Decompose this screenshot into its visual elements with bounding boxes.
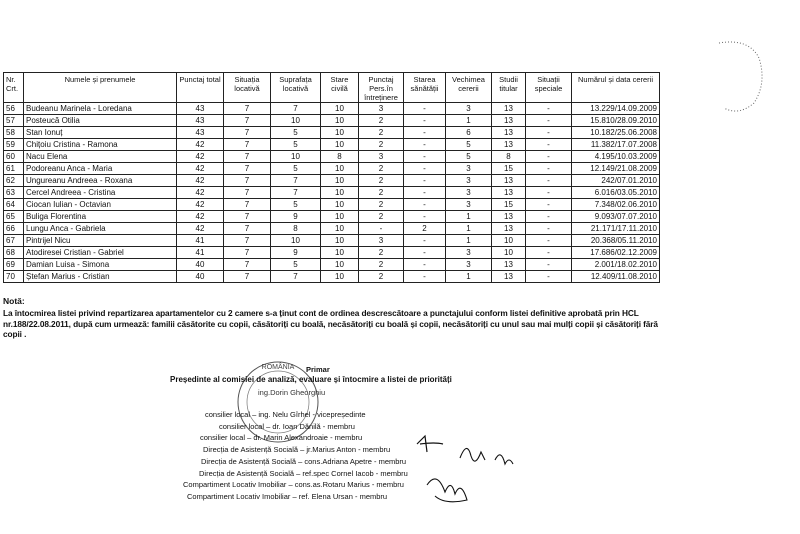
cell-housing-area: 10 bbox=[271, 151, 321, 163]
cell-health: 2 bbox=[404, 223, 446, 235]
cell-health: - bbox=[404, 151, 446, 163]
cell-nr: 68 bbox=[4, 247, 24, 259]
member-8: Compartiment Locativ Imobiliar – ref. Elena Ursan - membru bbox=[187, 492, 388, 501]
cell-total-score: 41 bbox=[177, 247, 224, 259]
cell-nr: 65 bbox=[4, 211, 24, 223]
cell-request-age: 1 bbox=[446, 223, 492, 235]
cell-housing-area: 8 bbox=[271, 223, 321, 235]
cell-health: - bbox=[404, 115, 446, 127]
cell-health: - bbox=[404, 139, 446, 151]
cell-health: - bbox=[404, 271, 446, 283]
cell-name: Ciocan Iulian - Octavian bbox=[24, 199, 177, 211]
cell-studies: 13 bbox=[492, 175, 526, 187]
cell-special: - bbox=[526, 259, 572, 271]
cell-housing-area: 5 bbox=[271, 127, 321, 139]
cell-civil-status: 10 bbox=[321, 127, 359, 139]
cell-total-score: 43 bbox=[177, 127, 224, 139]
member-4: Direcția de Asistență Socială – jr.Marius Anton - membru bbox=[203, 445, 391, 454]
note-title: Notă: bbox=[3, 296, 25, 306]
cell-request-number-date: 7.348/02.06.2010 bbox=[572, 199, 660, 211]
cell-request-number-date: 15.810/28.09.2010 bbox=[572, 115, 660, 127]
cell-special: - bbox=[526, 271, 572, 283]
cell-housing-area: 5 bbox=[271, 259, 321, 271]
cell-dependents-score: 2 bbox=[359, 115, 404, 127]
table-row bbox=[4, 139, 660, 151]
cell-request-number-date: 13.229/14.09.2009 bbox=[572, 103, 660, 115]
cell-dependents-score: 2 bbox=[359, 139, 404, 151]
cell-dependents-score: 2 bbox=[359, 127, 404, 139]
cell-dependents-score: 2 bbox=[359, 187, 404, 199]
cell-request-age: 3 bbox=[446, 259, 492, 271]
cell-name: Cercel Andreea - Cristina bbox=[24, 187, 177, 199]
cell-total-score: 40 bbox=[177, 271, 224, 283]
cell-request-age: 3 bbox=[446, 163, 492, 175]
cell-civil-status: 10 bbox=[321, 163, 359, 175]
cell-health: - bbox=[404, 103, 446, 115]
cell-health: - bbox=[404, 175, 446, 187]
cell-name: Stan Ionuț bbox=[24, 127, 177, 139]
table-row bbox=[4, 223, 660, 235]
cell-special: - bbox=[526, 211, 572, 223]
table-row bbox=[4, 247, 660, 259]
cell-civil-status: 10 bbox=[321, 139, 359, 151]
cell-housing-situation: 7 bbox=[224, 187, 271, 199]
cell-nr: 57 bbox=[4, 115, 24, 127]
cell-civil-status: 10 bbox=[321, 223, 359, 235]
table-header-row bbox=[4, 73, 660, 103]
cell-name: Lungu Anca - Gabriela bbox=[24, 223, 177, 235]
cell-request-age: 3 bbox=[446, 187, 492, 199]
col-header-request-number-date: Numărul și data cererii bbox=[572, 73, 660, 103]
cell-request-age: 3 bbox=[446, 103, 492, 115]
table-row bbox=[4, 103, 660, 115]
cell-dependents-score: 2 bbox=[359, 247, 404, 259]
cell-civil-status: 10 bbox=[321, 247, 359, 259]
table-row bbox=[4, 259, 660, 271]
cell-special: - bbox=[526, 199, 572, 211]
cell-nr: 67 bbox=[4, 235, 24, 247]
cell-dependents-score: 2 bbox=[359, 211, 404, 223]
cell-total-score: 43 bbox=[177, 115, 224, 127]
cell-civil-status: 10 bbox=[321, 259, 359, 271]
cell-total-score: 42 bbox=[177, 163, 224, 175]
cell-nr: 59 bbox=[4, 139, 24, 151]
cell-housing-area: 5 bbox=[271, 199, 321, 211]
cell-name: Buliga Florentina bbox=[24, 211, 177, 223]
cell-name: Damian Luisa - Simona bbox=[24, 259, 177, 271]
table-row bbox=[4, 211, 660, 223]
cell-request-number-date: 21.171/17.11.2010 bbox=[572, 223, 660, 235]
table-row bbox=[4, 151, 660, 163]
cell-civil-status: 10 bbox=[321, 271, 359, 283]
cell-name: Budeanu Marinela - Loredana bbox=[24, 103, 177, 115]
cell-dependents-score: 2 bbox=[359, 199, 404, 211]
cell-nr: 62 bbox=[4, 175, 24, 187]
cell-health: - bbox=[404, 247, 446, 259]
primar-label: Primar bbox=[306, 365, 330, 374]
cell-studies: 13 bbox=[492, 211, 526, 223]
cell-special: - bbox=[526, 115, 572, 127]
priority-list-table bbox=[3, 72, 660, 283]
cell-housing-area: 7 bbox=[271, 271, 321, 283]
cell-health: - bbox=[404, 259, 446, 271]
cell-civil-status: 10 bbox=[321, 235, 359, 247]
cell-request-number-date: 2.001/18.02.2010 bbox=[572, 259, 660, 271]
cell-dependents-score: 2 bbox=[359, 259, 404, 271]
cell-dependents-score: - bbox=[359, 223, 404, 235]
cell-request-number-date: 10.182/25.06.2008 bbox=[572, 127, 660, 139]
cell-special: - bbox=[526, 247, 572, 259]
col-header-total-score: Punctaj total bbox=[177, 73, 224, 103]
cell-special: - bbox=[526, 163, 572, 175]
cell-housing-area: 5 bbox=[271, 139, 321, 151]
signature-group bbox=[415, 430, 565, 510]
cell-housing-situation: 7 bbox=[224, 115, 271, 127]
stamp-text: ROMÂNIA bbox=[261, 364, 295, 371]
cell-total-score: 43 bbox=[177, 103, 224, 115]
cell-health: - bbox=[404, 163, 446, 175]
cell-housing-situation: 7 bbox=[224, 223, 271, 235]
col-header-request-age: Vechimea cererii bbox=[446, 73, 492, 103]
cell-housing-situation: 7 bbox=[224, 199, 271, 211]
cell-housing-situation: 7 bbox=[224, 211, 271, 223]
cell-name: Chițoiu Cristina - Ramona bbox=[24, 139, 177, 151]
cell-name: Pintrijel Nicu bbox=[24, 235, 177, 247]
committee-title: Președinte al comisiei de analiză, evaluare și întocmire a listei de priorități bbox=[170, 375, 452, 384]
cell-request-number-date: 11.382/17.07.2008 bbox=[572, 139, 660, 151]
cell-nr: 69 bbox=[4, 259, 24, 271]
cell-request-age: 3 bbox=[446, 247, 492, 259]
cell-total-score: 42 bbox=[177, 223, 224, 235]
cell-request-age: 1 bbox=[446, 211, 492, 223]
cell-studies: 13 bbox=[492, 271, 526, 283]
cell-housing-area: 10 bbox=[271, 235, 321, 247]
cell-special: - bbox=[526, 139, 572, 151]
cell-special: - bbox=[526, 103, 572, 115]
cell-name: Posteucă Otilia bbox=[24, 115, 177, 127]
cell-special: - bbox=[526, 175, 572, 187]
cell-health: - bbox=[404, 199, 446, 211]
cell-housing-area: 7 bbox=[271, 175, 321, 187]
cell-request-number-date: 20.368/05.11.2010 bbox=[572, 235, 660, 247]
cell-housing-area: 9 bbox=[271, 247, 321, 259]
cell-housing-area: 7 bbox=[271, 103, 321, 115]
cell-housing-situation: 7 bbox=[224, 175, 271, 187]
cell-request-age: 3 bbox=[446, 199, 492, 211]
cell-housing-area: 10 bbox=[271, 115, 321, 127]
cell-nr: 58 bbox=[4, 127, 24, 139]
col-header-studies: Studii titular bbox=[492, 73, 526, 103]
committee-president: ing.Dorin Gheorghiu bbox=[258, 388, 326, 397]
cell-request-age: 3 bbox=[446, 175, 492, 187]
cell-dependents-score: 2 bbox=[359, 163, 404, 175]
cell-studies: 13 bbox=[492, 139, 526, 151]
table-row bbox=[4, 199, 660, 211]
cell-request-number-date: 12.149/21.08.2009 bbox=[572, 163, 660, 175]
cell-studies: 13 bbox=[492, 103, 526, 115]
table-row bbox=[4, 163, 660, 175]
cell-name: Atodiresei Cristian - Gabriel bbox=[24, 247, 177, 259]
cell-studies: 13 bbox=[492, 127, 526, 139]
cell-nr: 60 bbox=[4, 151, 24, 163]
cell-studies: 13 bbox=[492, 259, 526, 271]
cell-total-score: 42 bbox=[177, 151, 224, 163]
cell-total-score: 42 bbox=[177, 199, 224, 211]
cell-special: - bbox=[526, 151, 572, 163]
cell-dependents-score: 3 bbox=[359, 103, 404, 115]
cell-studies: 13 bbox=[492, 187, 526, 199]
cell-health: - bbox=[404, 211, 446, 223]
member-1: consilier local – ing. Nelu Gîrhel - vicepreședinte bbox=[205, 410, 366, 419]
cell-studies: 15 bbox=[492, 163, 526, 175]
cell-civil-status: 8 bbox=[321, 151, 359, 163]
cell-studies: 13 bbox=[492, 115, 526, 127]
cell-housing-situation: 7 bbox=[224, 103, 271, 115]
cell-total-score: 42 bbox=[177, 187, 224, 199]
cell-studies: 10 bbox=[492, 247, 526, 259]
col-header-health: Starea sănătății bbox=[404, 73, 446, 103]
member-2: consilier local – dr. Ioan Dănilă - membru bbox=[219, 422, 355, 431]
cell-civil-status: 10 bbox=[321, 199, 359, 211]
col-header-housing-area: Suprafața locativă bbox=[271, 73, 321, 103]
cell-nr: 70 bbox=[4, 271, 24, 283]
cell-civil-status: 10 bbox=[321, 187, 359, 199]
cell-request-age: 1 bbox=[446, 235, 492, 247]
cell-housing-situation: 7 bbox=[224, 139, 271, 151]
cell-dependents-score: 3 bbox=[359, 235, 404, 247]
cell-total-score: 41 bbox=[177, 235, 224, 247]
member-3: consilier local – dr. Marin Alexandroaie - membru bbox=[200, 433, 363, 442]
cell-housing-situation: 7 bbox=[224, 151, 271, 163]
cell-civil-status: 10 bbox=[321, 103, 359, 115]
cell-housing-area: 7 bbox=[271, 187, 321, 199]
cell-total-score: 42 bbox=[177, 175, 224, 187]
cell-housing-situation: 7 bbox=[224, 247, 271, 259]
cell-request-age: 1 bbox=[446, 271, 492, 283]
cell-request-number-date: 12.409/11.08.2010 bbox=[572, 271, 660, 283]
table-row bbox=[4, 271, 660, 283]
cell-nr: 61 bbox=[4, 163, 24, 175]
member-5: Direcția de Asistență Socială – cons.Adriana Apetre - membru bbox=[201, 457, 407, 466]
cell-health: - bbox=[404, 235, 446, 247]
cell-housing-situation: 7 bbox=[224, 259, 271, 271]
cell-studies: 8 bbox=[492, 151, 526, 163]
col-header-nr: Nr. Crt. bbox=[4, 73, 24, 103]
cell-studies: 13 bbox=[492, 223, 526, 235]
cell-request-age: 6 bbox=[446, 127, 492, 139]
cell-dependents-score: 2 bbox=[359, 271, 404, 283]
cell-dependents-score: 3 bbox=[359, 151, 404, 163]
corner-stamp-mark bbox=[709, 38, 769, 118]
cell-studies: 10 bbox=[492, 235, 526, 247]
cell-request-age: 5 bbox=[446, 151, 492, 163]
cell-name: Ungureanu Andreea - Roxana bbox=[24, 175, 177, 187]
cell-request-number-date: 17.686/02.12.2009 bbox=[572, 247, 660, 259]
cell-special: - bbox=[526, 187, 572, 199]
cell-studies: 15 bbox=[492, 199, 526, 211]
col-header-housing-situation: Situația locativă bbox=[224, 73, 271, 103]
cell-housing-area: 5 bbox=[271, 163, 321, 175]
cell-total-score: 42 bbox=[177, 139, 224, 151]
cell-civil-status: 10 bbox=[321, 175, 359, 187]
table-row bbox=[4, 115, 660, 127]
cell-health: - bbox=[404, 187, 446, 199]
cell-special: - bbox=[526, 223, 572, 235]
cell-special: - bbox=[526, 127, 572, 139]
cell-total-score: 40 bbox=[177, 259, 224, 271]
cell-request-number-date: 242/07.01.2010 bbox=[572, 175, 660, 187]
cell-nr: 64 bbox=[4, 199, 24, 211]
col-header-dependents-score: Punctaj Pers.în întreținere bbox=[359, 73, 404, 103]
col-header-special: Situații speciale bbox=[526, 73, 572, 103]
cell-name: Ștefan Marius - Cristian bbox=[24, 271, 177, 283]
table-row bbox=[4, 127, 660, 139]
cell-total-score: 42 bbox=[177, 211, 224, 223]
table-row bbox=[4, 175, 660, 187]
table-row bbox=[4, 187, 660, 199]
cell-civil-status: 10 bbox=[321, 211, 359, 223]
cell-dependents-score: 2 bbox=[359, 175, 404, 187]
table-row bbox=[4, 235, 660, 247]
cell-health: - bbox=[404, 127, 446, 139]
cell-request-number-date: 4.195/10.03.2009 bbox=[572, 151, 660, 163]
col-header-civil-status: Stare civilă bbox=[321, 73, 359, 103]
cell-request-number-date: 6.016/03.05.2010 bbox=[572, 187, 660, 199]
cell-name: Nacu Elena bbox=[24, 151, 177, 163]
cell-housing-situation: 7 bbox=[224, 127, 271, 139]
cell-name: Podoreanu Anca - Maria bbox=[24, 163, 177, 175]
cell-nr: 66 bbox=[4, 223, 24, 235]
member-7: Compartiment Locativ Imobiliar – cons.as.Rotaru Marius - membru bbox=[183, 480, 404, 489]
cell-request-number-date: 9.093/07.07.2010 bbox=[572, 211, 660, 223]
cell-nr: 63 bbox=[4, 187, 24, 199]
cell-request-age: 5 bbox=[446, 139, 492, 151]
member-6: Direcția de Asistență Socială – ref.spec Cornel Iacob - membru bbox=[199, 469, 408, 478]
cell-civil-status: 10 bbox=[321, 115, 359, 127]
cell-housing-situation: 7 bbox=[224, 235, 271, 247]
cell-housing-situation: 7 bbox=[224, 163, 271, 175]
note-text: La întocmirea listei privind repartizarea apartamentelor cu 2 camere s-a ținut cont de ordinea descrescătoare a punctajului conform listei definitive aprobată prin HCL nr.188/22.08.2011, după cum urmează: familii căsătorite cu copii, căsătoriți cu boală, necăsătoriți cu boală și copii, necăsătoriți cu unul sau mai mulți copii și căsătoriți fără copii . bbox=[3, 308, 658, 339]
cell-nr: 56 bbox=[4, 103, 24, 115]
cell-request-age: 1 bbox=[446, 115, 492, 127]
col-header-name: Numele și prenumele bbox=[24, 73, 177, 103]
cell-housing-area: 9 bbox=[271, 211, 321, 223]
cell-housing-situation: 7 bbox=[224, 271, 271, 283]
cell-special: - bbox=[526, 235, 572, 247]
